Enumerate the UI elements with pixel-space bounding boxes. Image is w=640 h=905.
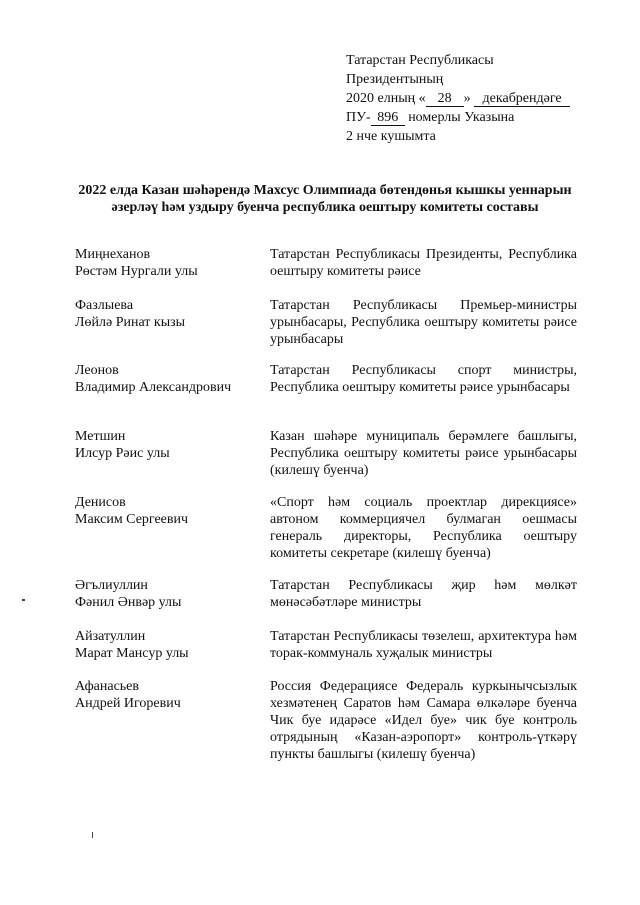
member-surname: Афанасьев [75, 679, 139, 694]
date-prefix: 2020 елның « [346, 91, 426, 106]
decree-prefix: ПУ- [346, 110, 371, 125]
document-title: 2022 елда Казан шәһәрендә Махсус Олимпиада бөтендөнья кышкы уеннарын әзерләү һәм уздыру буенча республика оештыру комитеты составы [78, 183, 572, 215]
member-given-name: Илсур Рәис улы [75, 446, 170, 461]
header-line-date [346, 90, 606, 109]
scan-speck-mark [92, 832, 93, 838]
member-name [75, 428, 265, 462]
member-given-name: Рөстәм Нургали улы [75, 264, 198, 279]
member-surname: Әгълиуллин [75, 578, 148, 593]
member-given-name: Марат Мансур улы [75, 646, 189, 661]
member-given-name: Лөйлә Ринат кызы [75, 315, 186, 330]
header-line-president: Президентының [346, 72, 444, 87]
date-day: 28 [426, 91, 464, 107]
member-name [75, 246, 265, 280]
member-given-name: Фәнил Әнвәр улы [75, 595, 182, 610]
member-name [75, 628, 265, 662]
date-mid: » [463, 91, 471, 106]
scan-speck-mark [22, 599, 25, 601]
member-name [75, 297, 265, 331]
header-line-republic: Татарстан Республикасы [346, 53, 494, 68]
member-name [75, 362, 265, 396]
header-line-appendix: 2 нче кушымта [346, 129, 436, 144]
member-surname: Айзатуллин [75, 629, 146, 644]
member-surname: Леонов [75, 363, 119, 378]
member-given-name: Владимир Александрович [75, 380, 232, 395]
member-role: Татарстан Республикасы спорт министры, Республика оештыру комитеты рәисе урынбасары [270, 363, 577, 395]
header-line-decree-number [346, 109, 606, 128]
member-given-name: Андрей Игоревич [75, 696, 181, 711]
member-surname: Денисов [75, 495, 126, 510]
member-surname: Миңнеханов [75, 247, 151, 262]
member-role: Казан шәһәре муниципаль берәмлеге башлыгы, Республика оештыру комитеты рәисе урынбасары (килешү буенча) [270, 429, 577, 478]
member-surname: Фазлыева [75, 298, 134, 313]
member-role: Татарстан Республикасы Президенты, Республика оештыру комитеты рәисе [270, 247, 577, 279]
member-name [75, 678, 265, 712]
member-role: «Спорт һәм социаль проектлар дирекциясе» автоном коммерциячел булмаган оешмасы генераль директоры, Республика оештыру комитеты секретаре (килешү буенча) [270, 495, 577, 561]
date-month: декабрендәге [474, 91, 570, 107]
decree-suffix: номерлы Указына [408, 110, 515, 125]
member-role: Татарстан Республикасы төзелеш, архитектура һәм торак-коммуналь хуҗалык министры [270, 629, 577, 661]
member-role: Татарстан Республикасы җир һәм мөлкәт мөнәсәбәтләре министры [270, 578, 577, 610]
decree-reference-header [346, 52, 606, 147]
member-surname: Метшин [75, 429, 126, 444]
decree-number: 896 [371, 110, 405, 126]
member-role: Татарстан Республикасы Премьер-министры урынбасары, Республика оештыру комитеты рәисе урынбасары [270, 298, 577, 347]
member-role: Россия Федерациясе Федераль куркынычсызлык хезмәтенең Саратов һәм Самара өлкәләре буенча Чик буе идарәсе «Идел буе» чик буе контроль отрядының «Казан-аэропорт» контроль-үткәрү пункты башлыгы (килешү буенча) [270, 679, 577, 762]
member-given-name: Максим Сергеевич [75, 512, 189, 527]
member-name [75, 577, 265, 611]
member-name [75, 494, 265, 528]
